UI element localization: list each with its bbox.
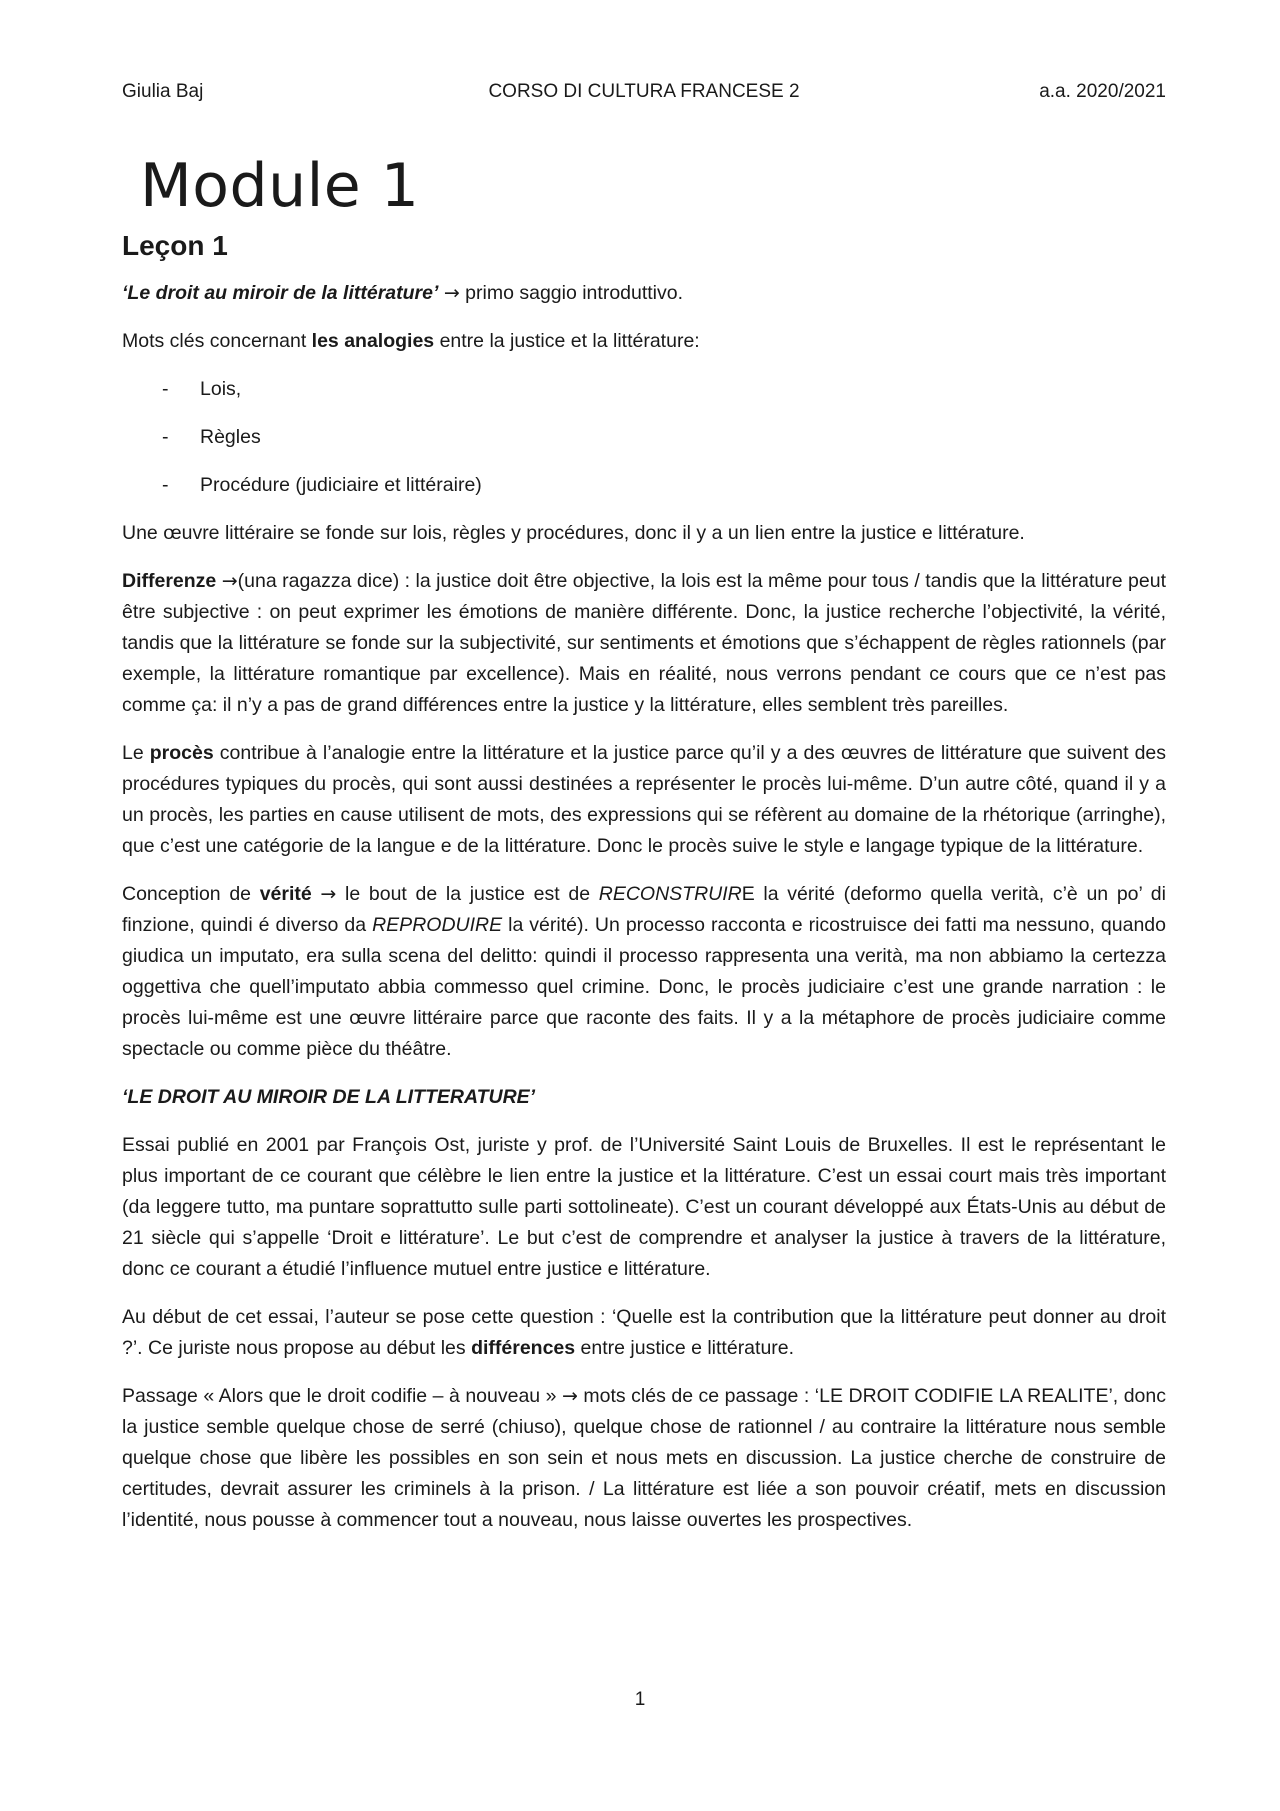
paragraph-text: le bout de la justice est de	[336, 883, 599, 905]
paragraph-text: entre justice e littérature.	[575, 1337, 795, 1359]
paragraph-text: Au début de cet essai, l’auteur se pose cette question : ‘Quelle est la contribution que la littérature peut donner au droit ?’. Ce juriste nous propose au début les	[122, 1306, 1166, 1359]
arrow-right-icon: →	[320, 883, 337, 905]
paragraph-question	[122, 1302, 1166, 1364]
paragraph-text: primo saggio introduttivo.	[459, 282, 684, 304]
paragraph-passage	[122, 1381, 1166, 1536]
bold-term: différences	[471, 1337, 576, 1359]
paragraph-text: Conception de	[122, 883, 260, 905]
paragraph-intro-essay	[122, 278, 1166, 309]
paragraph-text: Mots clés concernant	[122, 330, 312, 352]
paragraph-link: Une œuvre littéraire se fonde sur lois, règles y procédures, donc il y a un lien entre la justice e littérature.	[122, 522, 1025, 544]
arrow-right-icon: →	[221, 570, 238, 592]
dash-bullet: -	[162, 378, 169, 400]
paragraph-text: mots clés de ce passage : ‘LE DROIT CODIFIE LA REALITE’, donc la justice semble quelque chose de serré (chiuso), quelque chose de rationnel / au contraire la littérature nous semble quelque chose que libère les possibles en son sein et nous mets en discussion. La justice cherche de construire de certitudes, devrait assurer les criminels à la prison. / La littérature est liée a son pouvoir créatif, mets en discussion l’identité, nous pousse à commencer tout a nouveau, nous laisse ouvertes les prospectives.	[122, 1385, 1166, 1531]
dash-bullet: -	[162, 426, 169, 448]
paragraph-verite	[122, 879, 1166, 1065]
page-header	[122, 80, 1166, 104]
dash-bullet: -	[162, 474, 169, 496]
essay-title: ‘Le droit au miroir de la littérature’	[122, 282, 439, 304]
paragraph-text: (una ragazza dice) : la justice doit être objective, la lois est la même pour tous / tandis que la littérature peut être subjective : on peut exprimer les émotions de manière différente. Donc, la justice recherche l’objectivité, la vérité, tandis que la littérature se fonde sur la subjectivité, sur sentiments et émotions que s’échappent de règles rationnels (par exemple, la littérature romantique par excellence). Mais en réalité, nous verrons pendant ce cours que ce n’est pas comme ça: il n’y a pas de grand différences entre la justice y la littérature, elles semblent très pareilles.	[122, 570, 1166, 716]
italic-term: REPRODUIRE	[372, 914, 503, 936]
list-item	[122, 422, 1166, 453]
bold-term: les analogies	[311, 330, 435, 352]
paragraph-essay-description: Essai publié en 2001 par François Ost, juriste y prof. de l’Université Saint Louis de Bruxelles. Il est le représentant le plus important de ce courant que célèbre le lien entre la justice et la littérature. C’est un essai court mais très important (da leggere tutto, ma puntare soprattutto sulle parti sottolineate). C’est un courant développé aux États-Unis au début de 21 siècle qui s’appelle ‘Droit e littérature’. Le but c’est de comprendre et analyser la justice à travers de la littérature, donc ce courant a étudié l’influence mutuel entre justice e littérature.	[122, 1134, 1166, 1280]
header-academic-year: a.a. 2020/2021	[1039, 81, 1166, 102]
header-author: Giulia Baj	[122, 81, 204, 102]
paragraph-keywords	[122, 326, 1166, 357]
list-item-text: Règles	[200, 426, 261, 448]
list-item-text: Lois,	[200, 378, 242, 400]
lesson-title: Leçon 1	[122, 230, 228, 261]
paragraph-text: Passage « Alors que le droit codifie – à nouveau »	[122, 1385, 562, 1407]
paragraph-text: contribue à l’analogie entre la littérature et la justice parce qu’il y a des œuvres de littérature que suivent des procédures typiques du procès, qui sont aussi destinées a représenter le procès lui-même. D’un autre côté, quand il y a un procès, les parties en cause utilisent de mots, des expressions qui se réfèrent au domaine de la rhétorique (arringhe), que c’est une catégorie de la langue e de la littérature. Donc le procès suive le style e langage typique de la littérature.	[122, 742, 1167, 857]
bold-term: Differenze	[122, 570, 222, 592]
paragraph-text: E la vérité (deformo quella verità, c’è un po’ di finzione, quindi é diverso da	[122, 883, 1166, 936]
list-item-text: Procédure (judiciaire et littéraire)	[200, 474, 482, 496]
arrow-right-icon: →	[562, 1385, 578, 1407]
arrow-right-icon: →	[443, 282, 460, 304]
page-number: 1	[634, 1689, 646, 1710]
list-item	[122, 374, 1166, 405]
list-item	[122, 470, 1166, 501]
section-heading	[122, 1082, 1166, 1113]
bold-term: procès	[149, 742, 214, 764]
paragraph-text: la vérité). Un processo racconta e ricostruisce dei fatti ma nessuno, quando giudica un imputato, era sulla scena del delitto: quindi il processo rappresenta una verità, ma non abbiamo la certezza oggettiva che quell’imputato abbia commesso quel crimine. Donc, le procès judiciaire c’est une grande narration : le procès lui-même est une œuvre littéraire parce que raconte des faits. Il y a la métaphore de procès judiciaire comme spectacle ou comme pièce du théâtre.	[122, 914, 1166, 1060]
paragraph-proces	[122, 738, 1166, 862]
italic-term: RECONSTRUIR	[598, 883, 742, 905]
paragraph-text: entre la justice et la littérature:	[434, 330, 700, 352]
paragraph-text: Le	[122, 742, 150, 764]
document-body	[122, 150, 1166, 1553]
header-course-title: CORSO DI CULTURA FRANCESE 2	[488, 81, 800, 102]
bold-term: vérité	[259, 883, 321, 905]
keywords-list	[122, 374, 1166, 501]
paragraph-differences	[122, 566, 1166, 721]
section-heading-text: ‘LE DROIT AU MIROIR DE LA LITTERATURE’	[122, 1086, 536, 1108]
module-title: Module 1	[140, 151, 420, 221]
